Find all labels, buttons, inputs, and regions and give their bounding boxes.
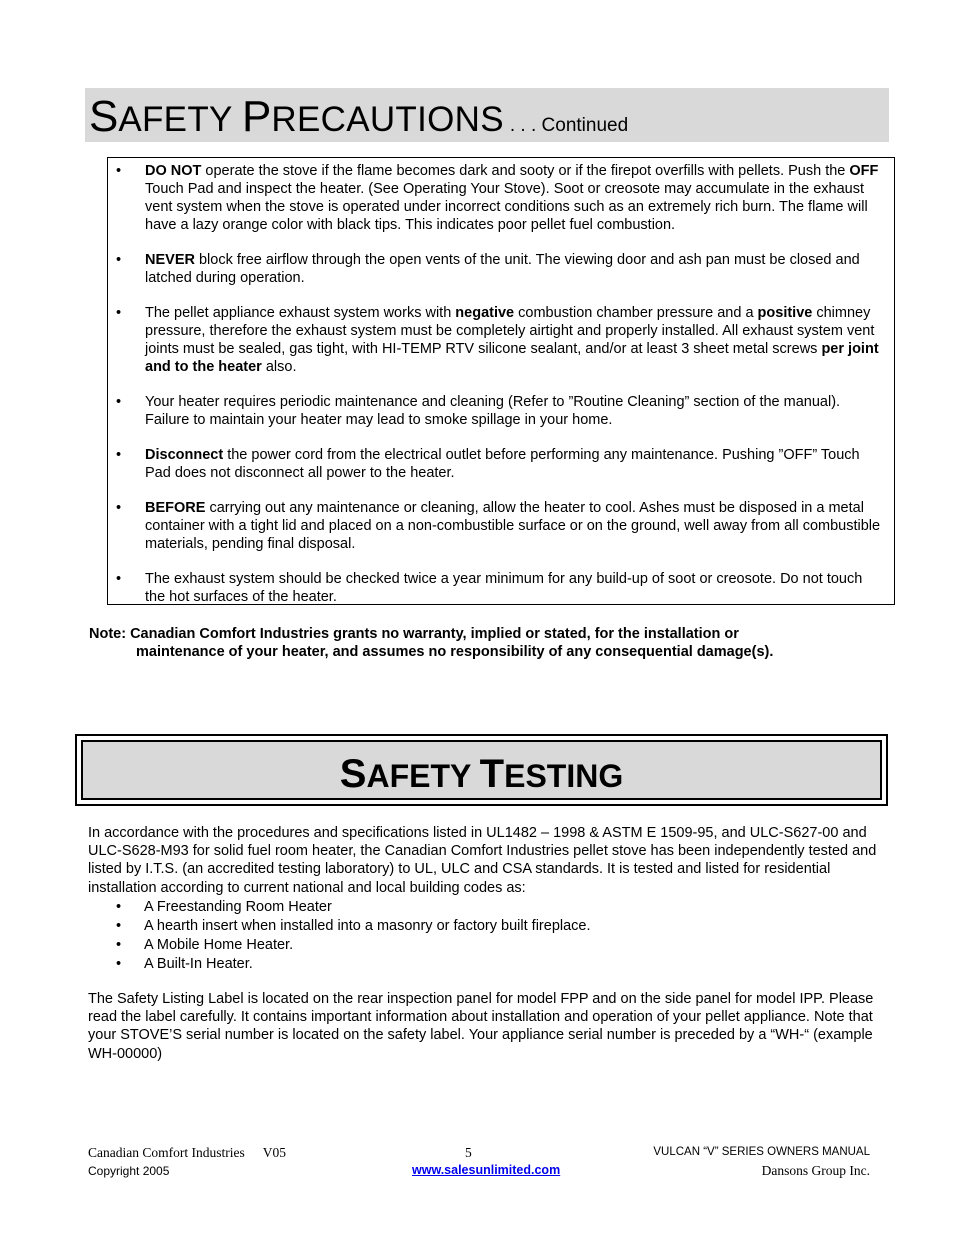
- page-title: [89, 92, 628, 142]
- bullet-icon: •: [116, 305, 122, 321]
- listing-types-list: [88, 898, 868, 974]
- bold-text: DO NOT: [145, 163, 202, 179]
- item-text: combustion chamber pressure and a: [514, 305, 758, 321]
- testing-intro-paragraph: In accordance with the procedures and specifications listed in UL1482 – 1998 & ASTM E 1509-95, and ULC-S627-00 and ULC-S628-M93 for solid fuel room heater, the Canadian Comfort Industries pellet stove has been independently tested and listed by I.T.S. (an accredited testing laboratory) to UL, ULC and CSA standards. It is tested and listed for residential installation according to current national and local building codes as:: [88, 825, 877, 896]
- version-label: V05: [262, 1145, 286, 1160]
- list-item: [108, 304, 894, 376]
- manual-title: VULCAN “V” SERIES OWNERS MANUAL: [653, 1146, 870, 1158]
- item-text: chimney pressure, therefore the exhaust system must be completely airtight and properly installed. All exhaust system vent joints must be sealed, gas tight, with HI-TEMP RTV silicone sealant, and/or at least 3 sheet metal screws: [145, 305, 875, 357]
- page-number: 5: [465, 1145, 472, 1160]
- bold-text: per joint and to the heater: [145, 341, 879, 375]
- bullet-icon: •: [116, 956, 122, 972]
- item-text: A Built-In Heater.: [144, 956, 253, 972]
- title-initial-s: S: [89, 92, 119, 141]
- item-text: also.: [261, 359, 297, 375]
- title-initial-s: S: [339, 752, 367, 796]
- list-item: [108, 570, 894, 606]
- bold-text: NEVER: [145, 252, 195, 268]
- bold-text: OFF: [849, 163, 879, 179]
- item-text: block free airflow through the open vents of the unit. The viewing door and ash pan must be closed and latched during operation.: [145, 252, 860, 286]
- item-text: Touch Pad and inspect the heater. (See Operating Your Stove). Soot or creosote may accumulate in the exhaust vent system when the stove is operated under incorrect conditions such as an extremely rich burn. The flame will have a lazy orange color with black tips. This indicates poor pellet fuel combustion.: [145, 181, 868, 233]
- list-item: [108, 251, 894, 287]
- note-line-1: Note: Canadian Comfort Industries grants no warranty, implied or stated, for the installation or: [89, 626, 739, 642]
- bullet-icon: •: [116, 252, 122, 268]
- item-text: A hearth insert when installed into a masonry or factory built fireplace.: [144, 918, 591, 934]
- list-item: [108, 162, 894, 234]
- title-initial-t: T: [479, 752, 505, 796]
- safety-testing-heading-inner: [81, 740, 882, 800]
- item-text: Your heater requires periodic maintenance and cleaning (Refer to ”Routine Cleaning” section of the manual). Failure to maintain your heater may lead to smoke spillage in your home.: [145, 394, 841, 428]
- group-name: Dansons Group Inc.: [761, 1163, 870, 1178]
- section-title: [83, 752, 880, 797]
- bold-text: negative: [455, 305, 515, 321]
- bullet-icon: •: [116, 447, 122, 463]
- list-item: [88, 936, 868, 955]
- list-item: [108, 446, 894, 482]
- bullet-icon: •: [116, 571, 122, 587]
- footer-company: [88, 1145, 286, 1161]
- item-text: A Mobile Home Heater.: [144, 937, 294, 953]
- item-text: the power cord from the electrical outlet before performing any maintenance. Pushing ”OFF” Touch Pad does not disconnect all power to the heater.: [145, 447, 860, 481]
- company-name: Canadian Comfort Industries: [88, 1145, 245, 1160]
- bullet-icon: •: [116, 918, 122, 934]
- item-text: carrying out any maintenance or cleaning, allow the heater to cool. Ashes must be disposed in a metal container with a tight lid and placed on a non-combustible surface or on the ground, well away from all combustible materials, pending final disposal.: [145, 500, 881, 552]
- safety-label-paragraph: The Safety Listing Label is located on the rear inspection panel for model FPP and on the side panel for model IPP. Please read the label carefully. It contains important information about installation and operation of your pellet appliance. Note that your STOVE’S serial number is located on the safety label. Your appliance serial number is preceded by a “WH-“ (example WH-00000): [88, 991, 874, 1062]
- note-line-2: maintenance of your heater, and assumes no responsibility of any consequential damage(s).: [136, 644, 774, 660]
- section-heading-bar: [85, 88, 889, 142]
- website-link[interactable]: www.salesunlimited.com: [412, 1163, 561, 1177]
- list-item: [88, 917, 868, 936]
- title-part-recautions: RECAUTIONS: [271, 100, 504, 139]
- precautions-box: [107, 157, 895, 605]
- bold-text: positive: [757, 305, 813, 321]
- bullet-icon: •: [116, 394, 122, 410]
- title-continued: . . . Continued: [509, 115, 629, 136]
- item-text: operate the stove if the flame becomes dark and sooty or if the firepot overfills with pellets. Push the: [201, 163, 850, 179]
- bullet-icon: •: [116, 937, 122, 953]
- item-text: The exhaust system should be checked twice a year minimum for any build-up of soot or creosote. Do not touch the hot surfaces of the heater.: [145, 571, 863, 605]
- page-footer: [88, 1145, 870, 1185]
- list-item: [88, 955, 868, 974]
- list-item: [108, 499, 894, 553]
- warranty-note: [89, 625, 889, 661]
- bold-text: Disconnect: [145, 447, 224, 463]
- list-item: [108, 393, 894, 429]
- copyright: Copyright 2005: [88, 1164, 170, 1178]
- item-text: The pellet appliance exhaust system works with: [145, 305, 456, 321]
- title-part-afety: AFETY: [366, 758, 480, 794]
- precautions-list: [108, 162, 894, 606]
- safety-testing-heading-frame: [75, 734, 888, 806]
- bold-text: BEFORE: [145, 500, 206, 516]
- title-part-afety: AFETY: [118, 100, 243, 139]
- list-item: [88, 898, 868, 917]
- title-part-esting: ESTING: [504, 758, 624, 794]
- title-initial-p: P: [242, 92, 272, 141]
- bullet-icon: •: [116, 500, 122, 516]
- item-text: A Freestanding Room Heater: [144, 899, 332, 915]
- bullet-icon: •: [116, 163, 122, 179]
- bullet-icon: •: [116, 899, 122, 915]
